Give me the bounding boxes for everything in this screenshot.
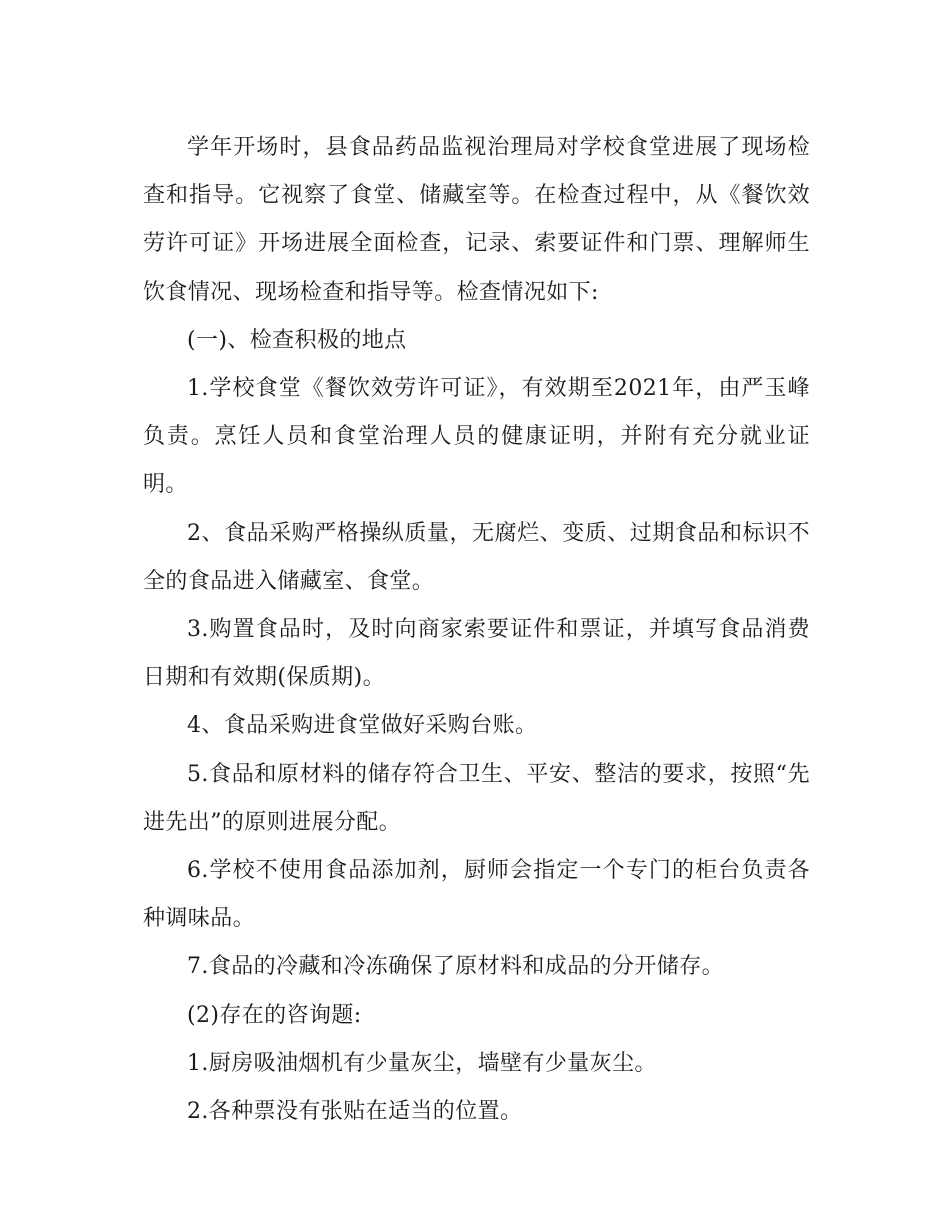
problem-item-1: 1.厨房吸油烟机有少量灰尘，墙壁有少量灰尘。 [187,1050,657,1076]
intro-paragraph: 学年开场时，县食品药品监视治理局对学校食堂进展了现场检查和指导。它视察了食堂、储藏室等。在检查过程中，从《餐饮效劳许可证》开场进展全面检查，记录、索要证件和门票、理解师生饮食情况、现场检查和指导等。检查情况如下: [143,135,810,305]
positive-item-5: 5.食品和原材料的储存符合卫生、平安、整洁的要求，按照“先进先出”的原则进展分配。 [143,761,810,835]
positive-item-4: 4、食品采购进食堂做好采购台账。 [187,713,538,739]
section-heading-problems: (2)存在的咨询题: [187,1002,362,1028]
positive-item-6: 6.学校不使用食品添加剂，厨师会指定一个专门的柜台负责各种调味品。 [143,858,810,932]
positive-item-2: 2、食品采购严格操纵质量，无腐烂、变质、过期食品和标识不全的食品进入储藏室、食堂。 [143,520,810,594]
section-heading-positive: (一)、检查积极的地点 [187,327,407,353]
positive-item-7: 7.食品的冷藏和冷冻确保了原材料和成品的分开储存。 [187,954,724,980]
problem-item-2: 2.各种票没有张贴在适当的位置。 [187,1099,523,1125]
positive-item-3: 3.购置食品时，及时向商家索要证件和票证，并填写食品消费日期和有效期(保质期)。 [143,617,810,691]
positive-item-1: 1.学校食堂《餐饮效劳许可证》，有效期至2021年，由严玉峰负责。烹饪人员和食堂治理人员的健康证明，并附有充分就业证明。 [143,376,810,498]
document-body [143,124,810,1136]
